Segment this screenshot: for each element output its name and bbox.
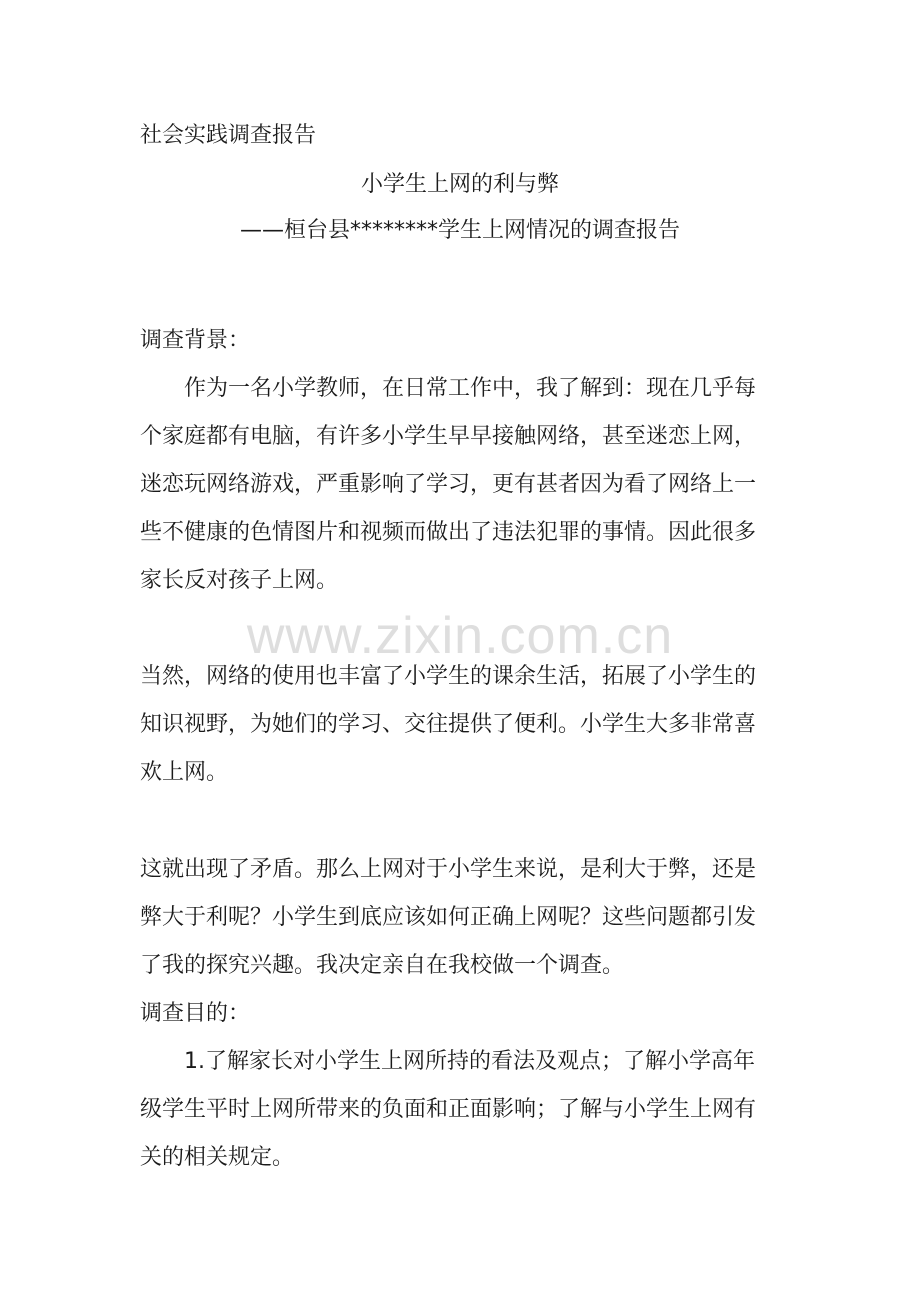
paragraph-line: 弊大于利呢？小学生到底应该如何正确上网呢？这些问题都引发 xyxy=(140,905,757,930)
watermark: www.zixin.com.cn xyxy=(246,607,674,665)
paragraph-line: 作为一名小学教师，在日常工作中，我了解到：现在几乎每 xyxy=(184,376,757,401)
paragraph-line: 了我的探究兴趣。我决定亲自在我校做一个调查。 xyxy=(140,953,625,978)
purpose-heading: 调查目的： xyxy=(140,1001,251,1026)
paragraph-line: 级学生平时上网所带来的负面和正面影响；了解与小学生上网有 xyxy=(140,1097,757,1122)
paragraph-line: 1.了解家长对小学生上网所持的看法及观点；了解小学高年 xyxy=(184,1049,755,1074)
paragraph-line: 些不健康的色情图片和视频而做出了违法犯罪的事情。因此很多 xyxy=(140,520,757,545)
document-header: 社会实践调查报告 xyxy=(140,123,317,148)
paragraph-line: 欢上网。 xyxy=(140,760,229,785)
paragraph-line: 个家庭都有电脑，有许多小学生早早接触网络，甚至迷恋上网， xyxy=(140,424,757,449)
paragraph-line: 这就出现了矛盾。那么上网对于小学生来说，是利大于弊，还是 xyxy=(140,857,757,882)
paragraph-line: 迷恋玩网络游戏，严重影响了学习，更有甚者因为看了网络上一 xyxy=(140,472,757,497)
document-subtitle: ——桓台县********学生上网情况的调查报告 xyxy=(239,218,680,243)
paragraph-line: 关的相关规定。 xyxy=(140,1145,295,1170)
paragraph-line: 当然，网络的使用也丰富了小学生的课余生活，拓展了小学生的 xyxy=(140,664,757,689)
document-title: 小学生上网的利与弊 xyxy=(360,172,559,197)
paragraph-line: 家长反对孩子上网。 xyxy=(140,568,339,593)
background-heading: 调查背景： xyxy=(140,328,251,353)
paragraph-line: 知识视野，为她们的学习、交往提供了便利。小学生大多非常喜 xyxy=(140,712,757,737)
